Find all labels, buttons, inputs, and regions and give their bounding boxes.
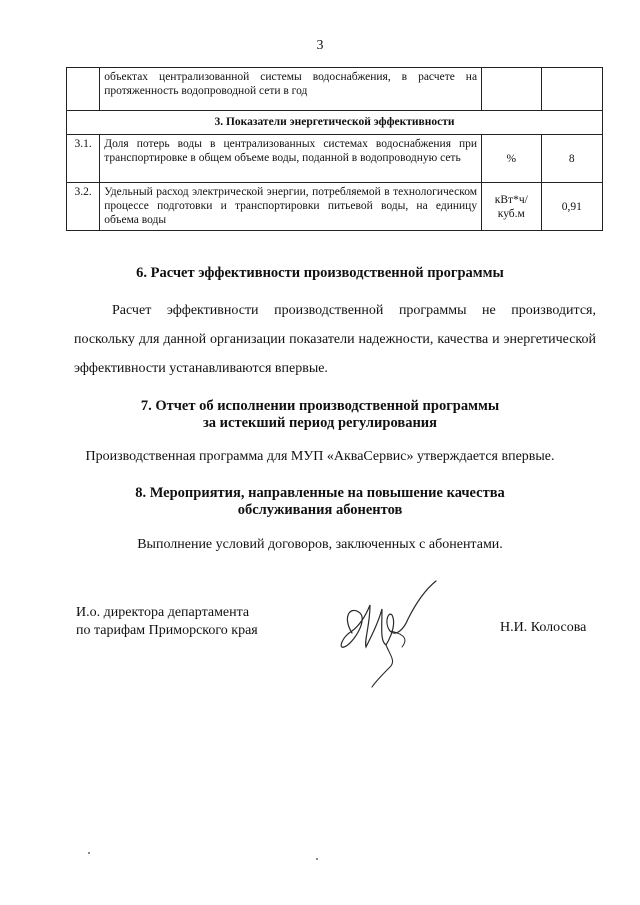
table-section-row — [67, 111, 603, 135]
section-8-title-line2: обслуживания абонентов — [237, 502, 403, 518]
row-unit-cell — [482, 68, 541, 111]
table-row — [67, 135, 603, 183]
signer-position-line2: по тарифам Приморского края — [76, 623, 258, 638]
row-value-cell — [541, 68, 602, 111]
row-text-cell: Удельный расход электрической энергии, потребляемой в технологическом процессе подготовки и транспортировки питьевой воды, на единицу объема воды — [100, 183, 482, 231]
handwritten-signature — [330, 575, 450, 690]
table-row — [67, 183, 603, 231]
row-value-cell: 0,91 — [541, 183, 602, 231]
row-number-cell — [67, 68, 100, 111]
row-number-cell: 3.1. — [67, 135, 100, 183]
signer-position — [76, 604, 258, 640]
scan-speck — [316, 858, 318, 860]
section-8-title-line1: 8. Мероприятия, направленные на повышение качества — [135, 485, 505, 501]
row-text-cell: объектах централизованной системы водоснабжения, в расчете на протяженность водопроводной сети в год — [100, 68, 482, 111]
signer-position-line1: И.о. директора департамента — [76, 605, 250, 620]
indicators-table — [66, 67, 603, 231]
section-7-title-line2: за истекший период регулирования — [202, 415, 438, 431]
row-text-cell: Доля потерь воды в централизованных системах водоснабжения при транспортировке в общем объеме воды, поданной в водопроводную сеть — [100, 135, 482, 183]
scan-speck — [88, 852, 90, 854]
page-number: 3 — [316, 38, 324, 53]
section-7-text: Производственная программа для МУП «АкваСервис» утверждается впервые. — [85, 449, 555, 464]
section-8-text: Выполнение условий договоров, заключенных с абонентами. — [137, 537, 503, 552]
section-6-title: 6. Расчет эффективности производственной программы — [136, 265, 504, 281]
row-number-cell: 3.2. — [67, 183, 100, 231]
row-value-cell: 8 — [541, 135, 602, 183]
section-6-text: Расчет эффективности производственной программы не производится, поскольку для данной организации показатели надежности, качества и энергетической эффективности устанавливаются впервые. — [74, 303, 596, 376]
section-heading-cell: 3. Показатели энергетической эффективности — [67, 111, 603, 135]
section-7-title-line1: 7. Отчет об исполнении производственной программы — [140, 398, 500, 414]
row-unit-cell: кВт*ч/ куб.м — [482, 183, 541, 231]
row-unit-cell: % — [482, 135, 541, 183]
signer-name: Н.И. Колосова — [500, 620, 587, 635]
table-row — [67, 68, 603, 111]
